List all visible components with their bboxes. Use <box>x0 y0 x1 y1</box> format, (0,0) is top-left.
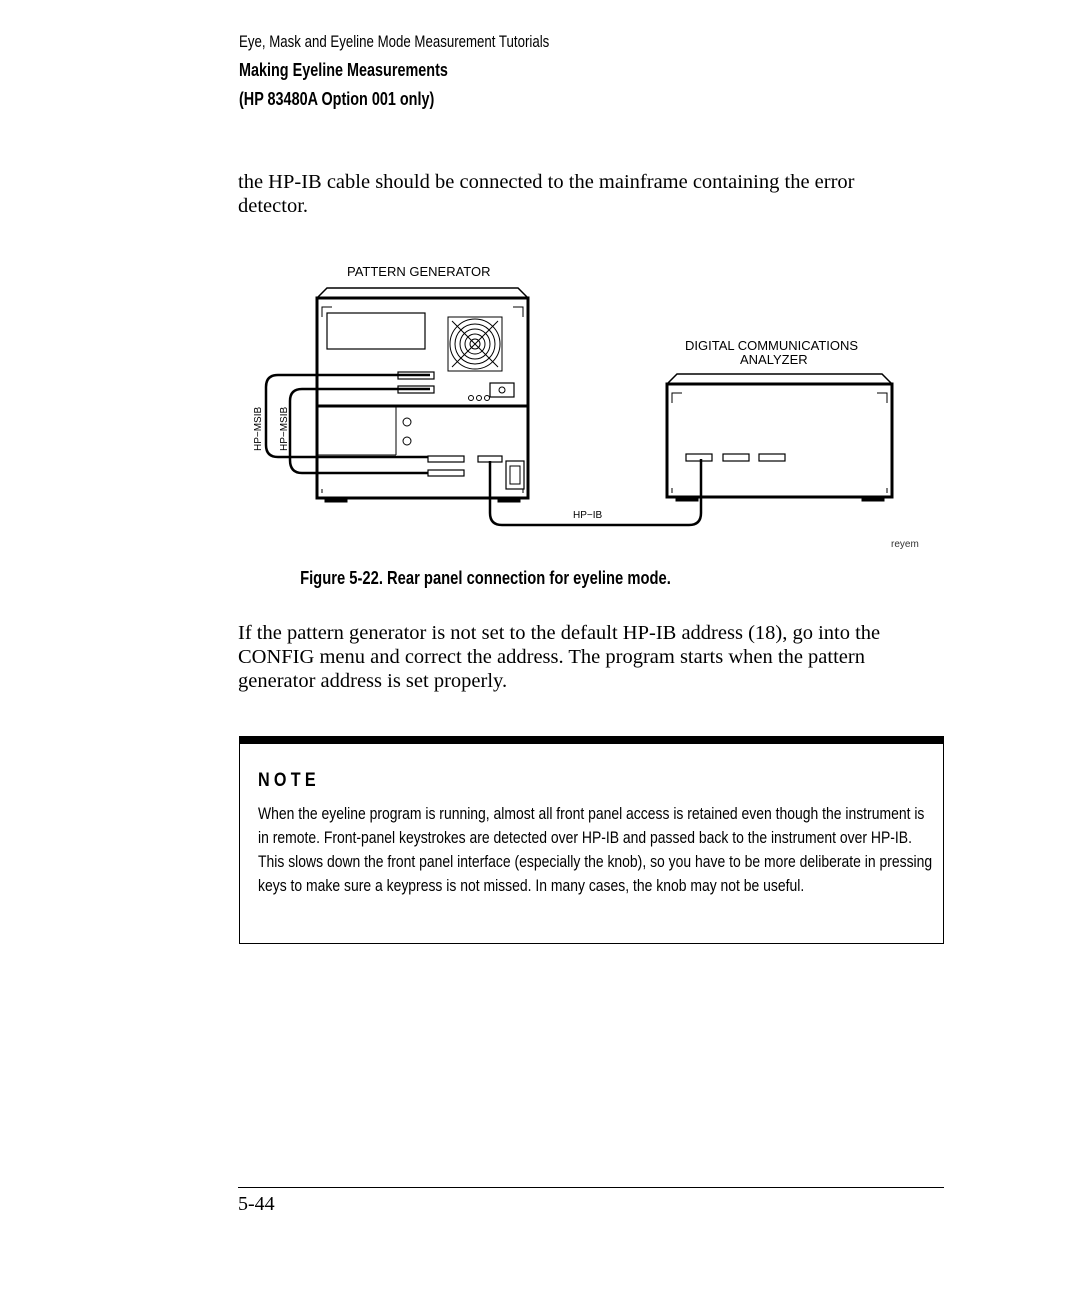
running-header-title: Making Eyeline Measurements <box>239 60 448 80</box>
hp-msib-label-inner: HP−MSIB <box>279 406 290 451</box>
figure-caption: Figure 5-22. Rear panel connection for eyeline mode. <box>300 568 671 588</box>
note-title: NOTE <box>258 770 320 791</box>
running-header-section: Eye, Mask and Eyeline Mode Measurement Tutorials <box>239 32 550 51</box>
hp-msib-label-outer: HP−MSIB <box>253 406 264 451</box>
footer-rule <box>238 1187 944 1188</box>
intro-paragraph: the HP-IB cable should be connected to the mainframe containing the error detector. <box>238 171 855 217</box>
rear-panel-connection-diagram <box>240 255 940 560</box>
artist-mark: reyem <box>891 539 919 550</box>
running-header-subtitle: (HP 83480A Option 001 only) <box>239 89 435 109</box>
hp-ib-label: HP−IB <box>573 510 603 521</box>
note-text: When the eyeline program is running, almost all front panel access is retained even though the instrument is in remote. Front-panel keystrokes are detected over HP-IB and passed back to the instrument over HP-IB. This slows down the front panel interface (especially the knob), so you have to be more deliberate in pressing keys to make sure a keypress is not missed. In many cases, the knob may not be useful. <box>258 804 933 895</box>
dca-label-line1: DIGITAL COMMUNICATIONS <box>685 338 859 353</box>
hp-msib-cables <box>266 375 430 473</box>
dca-label-line2: ANALYZER <box>740 352 808 367</box>
page-number: 5-44 <box>238 1193 275 1215</box>
address-paragraph: If the pattern generator is not set to the default HP-IB address (18), go into the CONFIG menu and correct the address. The program starts when the pattern generator address is set properly. <box>238 622 881 692</box>
pattern-generator-lower-unit <box>317 406 528 502</box>
pattern-generator-label: PATTERN GENERATOR <box>347 264 491 279</box>
note-box <box>239 736 944 944</box>
